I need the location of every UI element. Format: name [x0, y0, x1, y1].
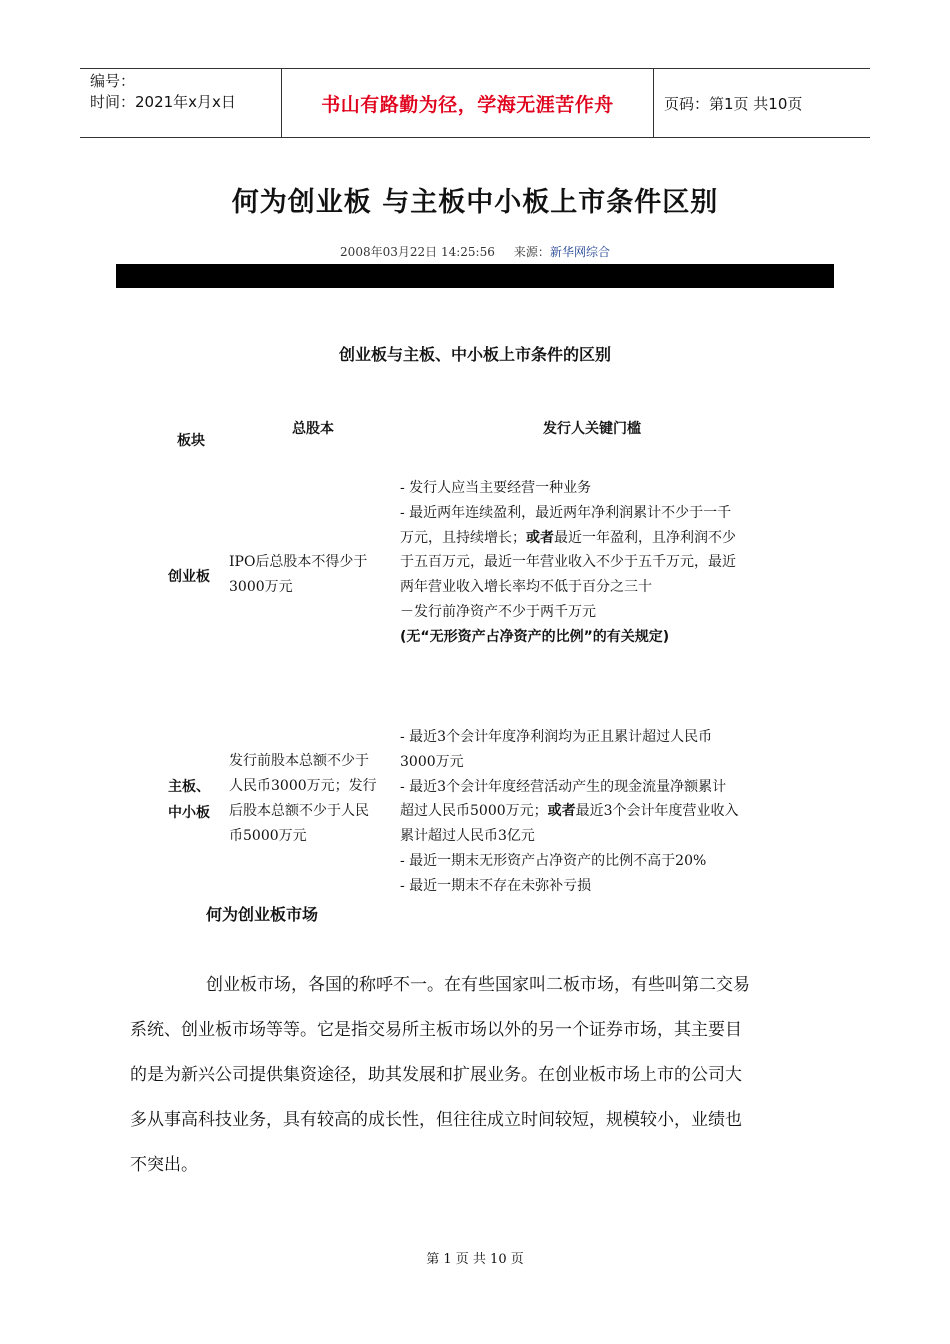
capital-line: 人民币3000万元；发行 — [229, 778, 377, 794]
number-label: 编号： — [90, 72, 136, 90]
requirement-line: 累计超过人民币3亿元 — [400, 828, 535, 845]
requirement-line: - 最近3个会计年度经营活动产生的现金流量净额累计 — [400, 778, 727, 795]
paragraph-line: 的是为新兴公司提供集资途径，助其发展和扩展业务。在创业板市场上市的公司大 — [130, 1065, 742, 1085]
requirement-line: －发行前净资产不少于两千万元 — [400, 603, 596, 620]
paragraph-line: 系统、创业板市场等等。它是指交易所主板市场以外的另一个证券市场，其主要目 — [130, 1020, 742, 1040]
capital-line: 后股本总额不少于人民 — [229, 803, 369, 819]
requirement-line: - 最近一期末无形资产占净资产的比例不高于20% — [400, 852, 707, 869]
board-line: 中小板 — [168, 805, 210, 821]
header-meta-cell — [80, 69, 282, 137]
board-line: 主板、 — [168, 779, 210, 795]
divider-bar — [116, 264, 834, 288]
article-meta — [0, 243, 950, 260]
paragraph-line: 不突出。 — [130, 1155, 198, 1175]
article-title: 何为创业板 与主板中小板上市条件区别 — [231, 187, 719, 218]
requirement-line: - 最近一期末不存在未弥补亏损 — [400, 877, 592, 894]
row-requirements-main — [400, 725, 800, 899]
requirement-line — [400, 799, 800, 824]
source-link[interactable]: 新华网综合 — [549, 245, 610, 259]
page-info: 页码：第1页 共10页 — [664, 94, 803, 113]
header-board: 板块 — [177, 433, 205, 449]
motto: 书山有路勤为径，学海无涯苦作舟 — [282, 69, 654, 137]
requirement-line — [400, 526, 800, 551]
capital-line: 发行前股本总额不少于 — [229, 753, 369, 769]
requirement-text: 万元，且持续增长； — [400, 529, 526, 546]
article-datetime: 2008年03月22日 14:25:56 — [340, 245, 495, 259]
requirement-line: 于五百万元，最近一年营业收入不少于五千万元，最近 — [400, 554, 736, 571]
requirement-text: 超过人民币5000万元； — [400, 803, 548, 820]
header-capital: 总股本 — [292, 421, 334, 437]
requirement-text: 最近一年盈利，且净利润不少 — [554, 529, 736, 546]
capital-line: 币5000万元 — [229, 828, 307, 844]
header-table — [80, 68, 870, 138]
table-caption: 创业板与主板、中小板上市条件的区别 — [338, 345, 611, 364]
row-requirements-chinext — [400, 476, 800, 650]
section-paragraph — [130, 963, 825, 1188]
paragraph-line: 创业板市场，各国的称呼不一。在有些国家叫二板市场，有些叫第二交易 — [206, 975, 750, 995]
requirement-line: 3000万元 — [400, 753, 464, 770]
requirement-emphasis: 或者 — [547, 803, 576, 820]
capital-line: IPO后总股本不得少于 — [229, 554, 368, 570]
row-board-chinext: 创业板 — [168, 569, 210, 585]
page-footer: 第 1 页 共 10 页 — [426, 1252, 524, 1267]
paragraph-line: 多从事高科技业务，具有较高的成长性，但往往成立时间较短，规模较小，业绩也 — [130, 1110, 742, 1130]
requirement-note: (无“无形资产占净资产的比例”的有关规定) — [400, 628, 670, 645]
capital-line: 3000万元 — [229, 579, 293, 595]
header-requirements: 发行人关键门槛 — [543, 421, 641, 437]
row-capital-chinext — [229, 550, 401, 600]
row-capital-main — [229, 749, 401, 849]
requirement-text: 最近3个会计年度营业收入 — [575, 803, 739, 820]
requirement-emphasis: 或者 — [526, 529, 554, 546]
source-label: 来源： — [513, 245, 550, 259]
requirement-line: - 最近两年连续盈利，最近两年净利润累计不少于一千 — [400, 504, 732, 521]
requirement-line: - 发行人应当主要经营一种业务 — [400, 480, 592, 496]
requirement-line: - 最近3个会计年度净利润均为正且累计超过人民币 — [400, 729, 713, 745]
requirement-line: 两年营业收入增长率均不低于百分之三十 — [400, 579, 652, 596]
time-label: 时间：2021年x月x日 — [90, 93, 236, 111]
row-board-main — [168, 774, 228, 826]
section-heading: 何为创业板市场 — [206, 905, 319, 924]
